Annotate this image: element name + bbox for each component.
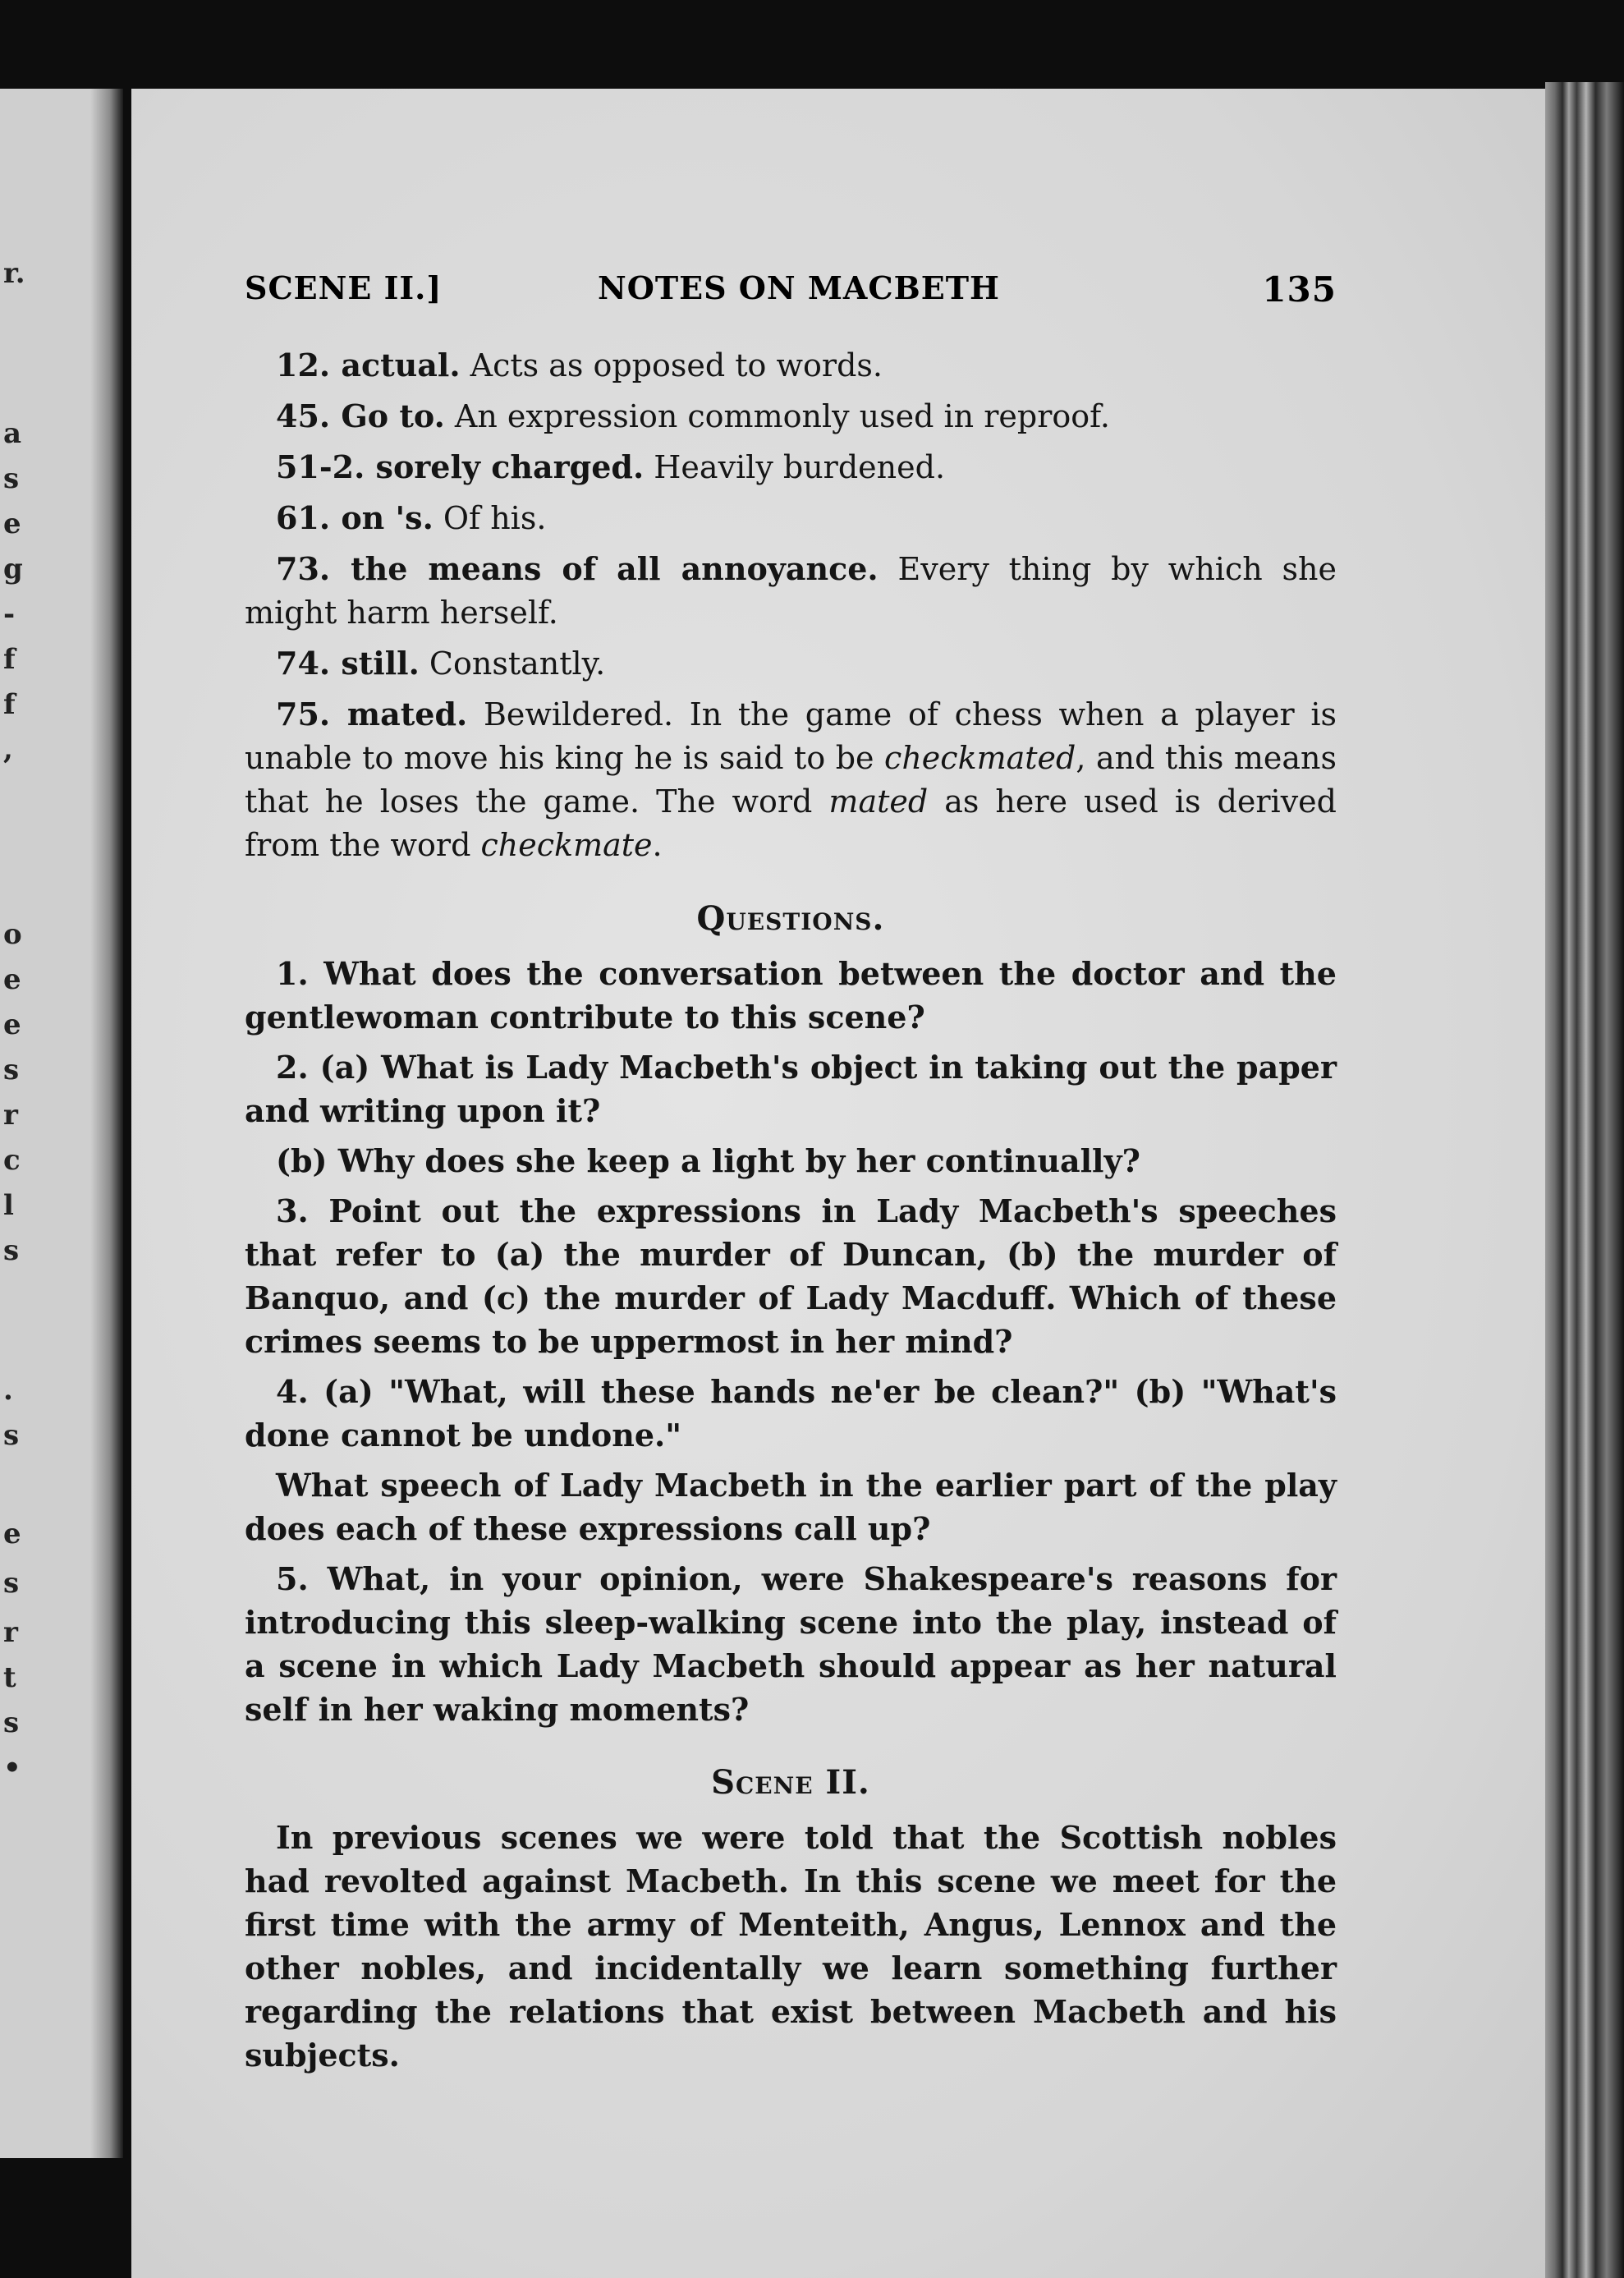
edge-char: r xyxy=(3,1616,18,1649)
edge-char: f xyxy=(3,643,16,676)
note-lemma: 73. the means of all annoyance. xyxy=(276,550,879,587)
running-head xyxy=(245,269,1337,319)
page-gutter xyxy=(90,89,123,2158)
note-lemma: 51-2. sorely charged. xyxy=(276,448,645,485)
question-item: What speech of Lady Macbeth in the earlier part of the play does each of these expressions call up? xyxy=(245,1467,1337,1547)
note-text: Constantly. xyxy=(419,645,606,682)
note-lemma: 12. actual. xyxy=(276,347,461,383)
page-number: 135 xyxy=(1262,269,1337,310)
scene-heading: Scene II. xyxy=(711,1763,870,1802)
edge-char: o xyxy=(3,918,22,951)
note-italic: checkmated xyxy=(884,740,1076,776)
note-61 xyxy=(245,496,1337,540)
note-51-2 xyxy=(245,445,1337,489)
edge-char: a xyxy=(3,417,22,450)
note-italic: mated xyxy=(828,783,929,820)
edge-char: . xyxy=(3,1374,13,1407)
edge-char: c xyxy=(3,1144,21,1177)
page-body xyxy=(245,343,1337,2083)
edge-char: s xyxy=(3,1234,20,1267)
note-lemma: 61. on 's. xyxy=(276,499,434,536)
book-spine xyxy=(1545,82,1624,2278)
note-74 xyxy=(245,641,1337,686)
note-text: Bewildered. In the game of chess when a player is unable to move his king he is said to be xyxy=(245,696,1337,776)
note-text: as here used is derived from the word xyxy=(245,783,1337,863)
edge-char: l xyxy=(3,1189,14,1222)
note-text: Of his. xyxy=(433,500,547,536)
note-45 xyxy=(245,394,1337,439)
note-text: , and this means that he loses the game. The word xyxy=(245,740,1337,820)
question-item: 1. What does the conversation between the doctor and the gentlewoman contribute to this scene? xyxy=(245,955,1337,1036)
book-page xyxy=(131,89,1545,2278)
note-text: Heavily burdened. xyxy=(644,449,946,485)
edge-char: s xyxy=(3,462,20,495)
note-text: Every thing by which she might harm herself. xyxy=(245,551,1337,631)
questions-heading: Questions. xyxy=(696,899,885,938)
scene-label: SCENE II.] xyxy=(245,269,443,306)
scene-summary: In previous scenes we were told that the Scottish nobles had revolted against Macbeth. In this scene we meet for the first time with the army of Menteith, Angus, Lennox and the other nobles, and incidentally we learn something further regarding the relations that exist between Macbeth and his subjects. xyxy=(245,1819,1337,2074)
edge-char: e xyxy=(3,963,21,996)
edge-char: e xyxy=(3,1518,21,1550)
question-item: 3. Point out the expressions in Lady Macbeth's speeches that refer to (a) the murder of Duncan, (b) the murder of Banquo, and (c) the murder of Lady Macduff. Which of these crimes seems to be uppermost in her mind? xyxy=(245,1192,1337,1360)
edge-char: • xyxy=(3,1752,21,1784)
edge-char: - xyxy=(3,598,16,631)
page-title: NOTES ON MACBETH xyxy=(598,269,1000,306)
edge-char: t xyxy=(3,1661,16,1694)
edge-char: e xyxy=(3,507,21,540)
edge-char: s xyxy=(3,1706,20,1739)
note-text: . xyxy=(652,827,663,863)
edge-char: g xyxy=(3,553,23,586)
note-lemma: 75. mated. xyxy=(276,696,468,733)
edge-char: s xyxy=(3,1567,20,1600)
note-text: An expression commonly used in reproof. xyxy=(444,398,1110,434)
note-73 xyxy=(245,547,1337,635)
note-italic: checkmate xyxy=(480,827,653,863)
edge-char: r. xyxy=(3,257,25,290)
left-page-edge xyxy=(0,89,123,2158)
note-lemma: 45. Go to. xyxy=(276,397,445,434)
edge-char: s xyxy=(3,1054,20,1086)
question-item: 2. (a) What is Lady Macbeth's object in taking out the paper and writing upon it? xyxy=(245,1049,1337,1129)
question-item: 5. What, in your opinion, were Shakespeare's reasons for introducing this sleep-walking scene into the play, instead of a scene in which Lady Macbeth should appear as her natural self in her waking moments? xyxy=(245,1560,1337,1728)
note-12 xyxy=(245,343,1337,388)
question-item: (b) Why does she keep a light by her continually? xyxy=(276,1142,1140,1179)
edge-char: e xyxy=(3,1008,21,1041)
edge-char: f xyxy=(3,688,16,721)
edge-char: , xyxy=(3,733,13,766)
note-lemma: 74. still. xyxy=(276,645,420,682)
question-item: 4. (a) "What, will these hands ne'er be clean?" (b) "What's done cannot be undone." xyxy=(245,1373,1337,1454)
edge-char: s xyxy=(3,1419,20,1452)
note-75 xyxy=(245,692,1337,867)
note-text: Acts as opposed to words. xyxy=(460,347,883,383)
edge-char: r xyxy=(3,1099,18,1132)
